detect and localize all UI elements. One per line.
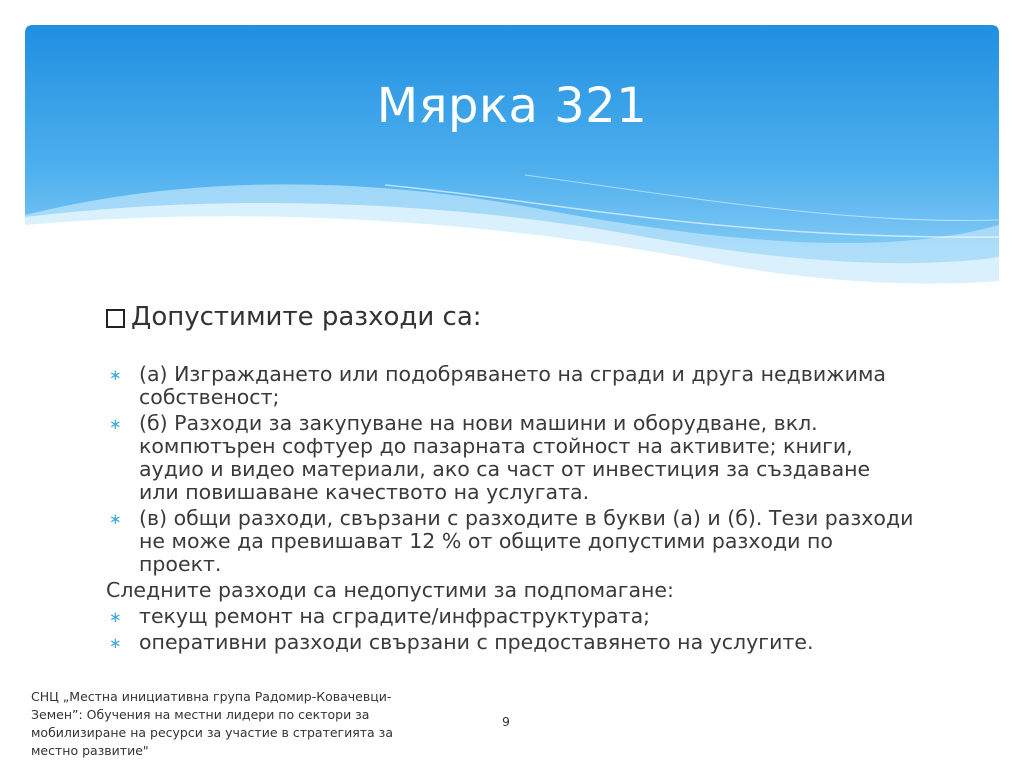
slide-content — [106, 363, 916, 657]
list-item-text: (б) Разходи за закупуване на нови машини и оборудване, вкл. компютърен софтуер до пазарната стойност на активите; книги, аудио и видео материали, ако са част от инвестиция за създаване или повишаване качеството на услугата. — [139, 411, 871, 504]
list-item-text: (в) общи разходи, свързани с разходите в букви (а) и (б). Тези разходи не може да превишават 12 % от общите допустими разходи по проект. — [139, 506, 914, 576]
list-item — [106, 412, 916, 504]
slide-footer: СНЦ „Местна инициативна група Радомир-Ковачевци-Земен”: Обучения на местни лидери по сектори за мобилизиране на ресурси за участие в стратегията за местно развитие" — [31, 689, 393, 758]
non-eligible-heading: Следните разходи са недопустими за подпомагане: — [106, 578, 674, 602]
asterisk-bullet-icon: ∗ — [109, 608, 122, 626]
asterisk-bullet-icon: ∗ — [109, 634, 122, 652]
slide-header-banner — [25, 25, 999, 290]
list-item-text: оперативни разходи свързани с предоставянето на услугите. — [139, 630, 814, 654]
list-item — [106, 631, 916, 654]
asterisk-bullet-icon: ∗ — [109, 366, 122, 384]
list-item — [106, 605, 916, 628]
list-item — [106, 507, 916, 576]
page-number: 9 — [502, 714, 510, 729]
eligible-costs-heading-text: Допустимите разходи са: — [131, 302, 482, 332]
list-item-text: текущ ремонт на сградите/инфраструктурата; — [139, 604, 651, 628]
asterisk-bullet-icon: ∗ — [109, 510, 122, 528]
list-item — [106, 363, 916, 409]
header-wave-background — [25, 25, 999, 290]
asterisk-bullet-icon: ∗ — [109, 415, 122, 433]
slide-title: Мярка 321 — [376, 78, 648, 134]
list-item-text: (а) Изграждането или подобряването на сгради и друга недвижима собственост; — [139, 362, 886, 409]
eligible-costs-heading — [106, 302, 482, 332]
checkbox-bullet-icon — [106, 309, 125, 328]
